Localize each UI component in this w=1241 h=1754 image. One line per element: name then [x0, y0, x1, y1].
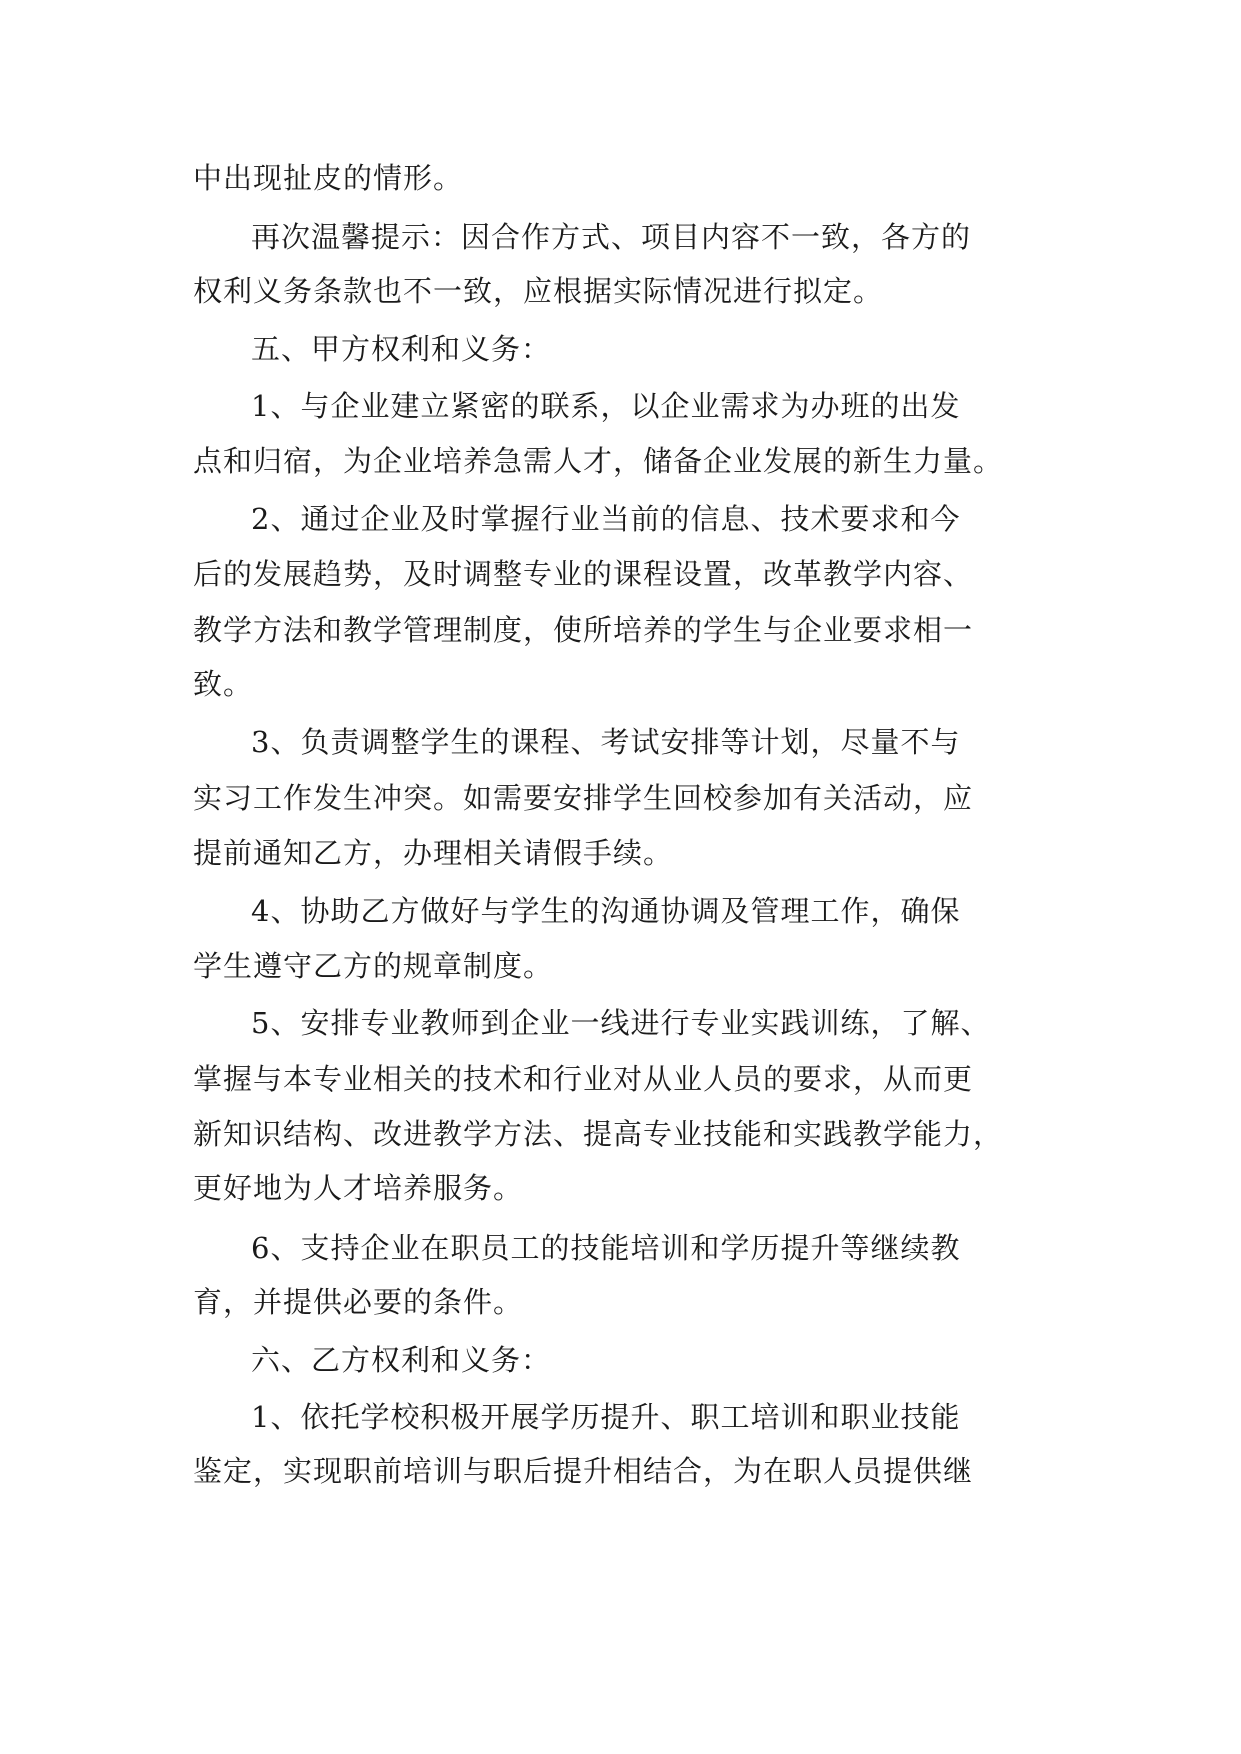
text-line: 学生遵守乙方的规章制度。	[193, 949, 554, 983]
text-line: 中出现扯皮的情形。	[193, 161, 464, 195]
text-line: 致。	[193, 667, 254, 701]
text-line: 2、通过企业及时掌握行业当前的信息、技术要求和今	[251, 502, 961, 536]
text-line: 5、安排专业教师到企业一线进行专业实践训练，了解、	[251, 1006, 991, 1040]
section-heading: 六、乙方权利和义务：	[251, 1343, 552, 1377]
text-line: 再次温馨提示：因合作方式、项目内容不一致，各方的	[251, 220, 972, 254]
text-line: 权利义务条款也不一致，应根据实际情况进行拟定。	[193, 274, 884, 308]
text-line: 育，并提供必要的条件。	[193, 1285, 524, 1319]
text-line: 实习工作发生冲突。如需要安排学生回校参加有关活动，应	[193, 781, 974, 815]
text-line: 1、依托学校积极开展学历提升、职工培训和职业技能	[251, 1400, 961, 1434]
text-line: 掌握与本专业相关的技术和行业对从业人员的要求，从而更	[193, 1062, 974, 1096]
text-line: 提前通知乙方，办理相关请假手续。	[193, 836, 674, 870]
text-line: 后的发展趋势，及时调整专业的课程设置，改革教学内容、	[193, 557, 974, 591]
text-line: 点和归宿，为企业培养急需人才，储备企业发展的新生力量。	[193, 444, 1004, 478]
text-line: 4、协助乙方做好与学生的沟通协调及管理工作，确保	[251, 894, 961, 928]
text-line: 3、负责调整学生的课程、考试安排等计划，尽量不与	[251, 725, 961, 759]
text-line: 新知识结构、改进教学方法、提高专业技能和实践教学能力，	[193, 1117, 1004, 1151]
text-line: 6、支持企业在职员工的技能培训和学历提升等继续教	[251, 1231, 961, 1265]
text-line: 更好地为人才培养服务。	[193, 1171, 524, 1205]
text-line: 鉴定，实现职前培训与职后提升相结合，为在职人员提供继	[193, 1454, 974, 1488]
text-line: 教学方法和教学管理制度，使所培养的学生与企业要求相一	[193, 613, 974, 647]
text-line: 1、与企业建立紧密的联系，以企业需求为办班的出发	[251, 389, 961, 423]
section-heading: 五、甲方权利和义务：	[251, 332, 552, 366]
